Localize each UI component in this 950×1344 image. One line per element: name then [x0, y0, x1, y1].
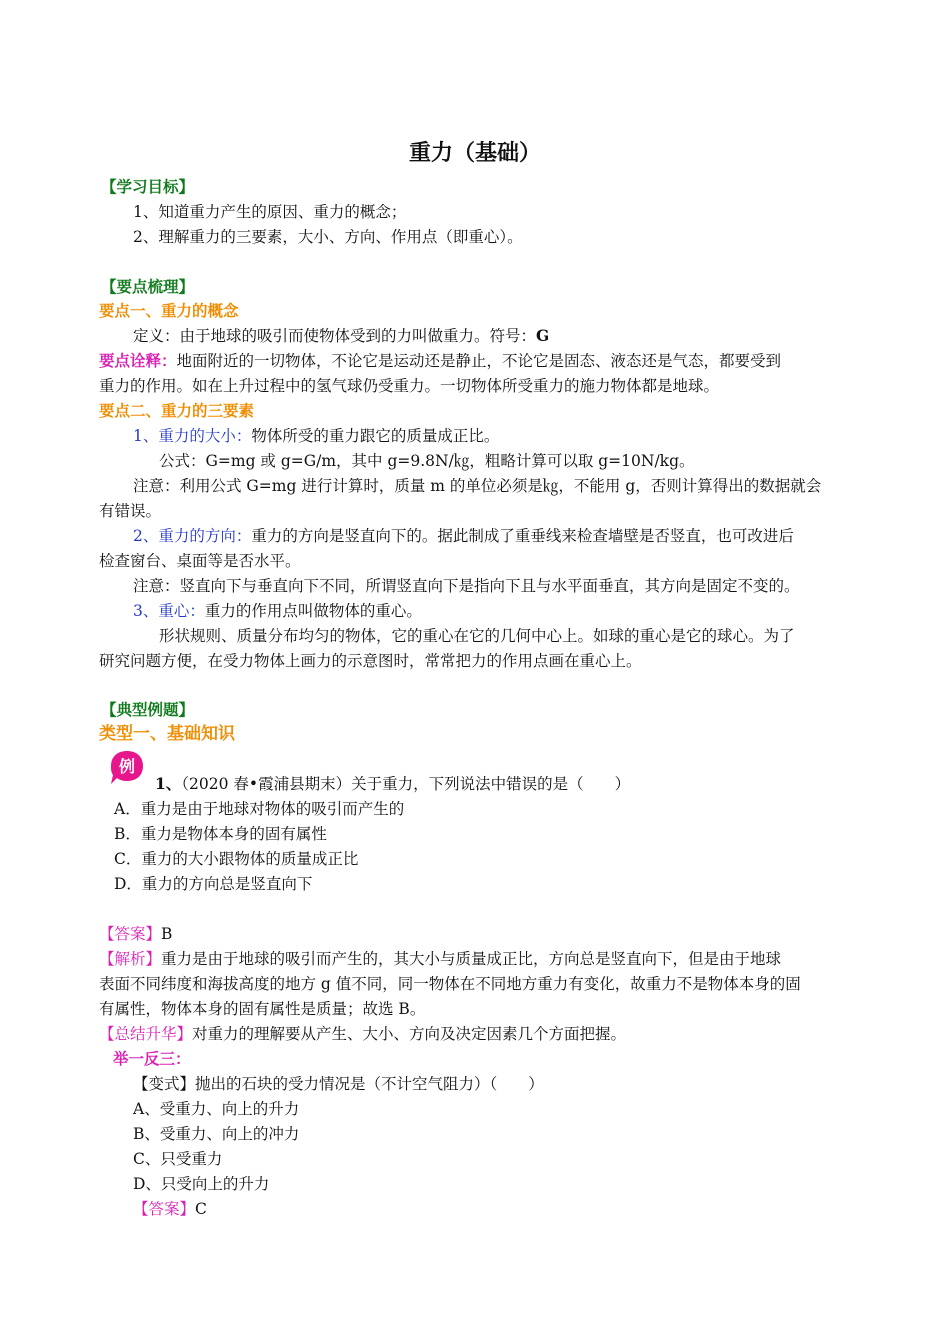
gravity-direction-line2: 检查窗台、桌面等是否水平。 — [99, 552, 301, 570]
note2: 注意：竖直向下与垂直向下不同，所谓竖直向下是指向下且与水平面垂直，其方向是固定不变的。 — [133, 577, 800, 595]
example-badge-icon — [108, 748, 146, 786]
goal-item-1: 1、知道重力产生的原因、重力的概念； — [133, 203, 407, 221]
point1-definition — [133, 324, 549, 348]
gravity-direction — [133, 524, 794, 548]
center-para-line1: 形状规则、质量分布均匀的物体，它的重心在它的几何中心上。如球的重心是它的球心。为了 — [159, 627, 795, 645]
examples-heading: 【典型例题】 — [101, 701, 195, 719]
center-of-gravity-label: 3、重心： — [133, 602, 205, 620]
option-d: D．重力的方向总是竖直向下 — [114, 875, 313, 893]
point1-note-line2: 重力的作用。如在上升过程中的氢气球仍受重力。一切物体所受重力的施力物体都是地球。 — [99, 377, 720, 395]
point1-note-line1: 地面附近的一切物体，不论它是运动还是静止，不论它是固态、液态还是气态，都要受到 — [176, 352, 782, 370]
answer-value: B — [161, 925, 173, 943]
question-number: 1、 — [155, 774, 182, 793]
analysis-line3: 有属性，物体本身的固有属性是质量；故选 B。 — [99, 1000, 426, 1018]
note1-line2: 有错误。 — [99, 502, 162, 520]
option-a: A．重力是由于地球对物体的吸引而产生的 — [114, 800, 405, 818]
gravity-size-text: 物体所受的重力跟它的质量成正比。 — [251, 427, 500, 445]
answer-label: 【答案】 — [99, 925, 162, 943]
answer — [99, 922, 172, 946]
gravity-symbol: G — [536, 326, 550, 345]
type1-heading: 类型一、基础知识 — [99, 724, 235, 744]
gravity-direction-label: 2、重力的方向： — [133, 527, 252, 545]
practice-heading: 举一反三： — [113, 1050, 191, 1068]
point1-heading: 要点一、重力的概念 — [99, 302, 239, 320]
question-1 — [155, 772, 630, 796]
points-heading: 【要点梳理】 — [101, 278, 195, 296]
analysis-label: 【解析】 — [99, 950, 162, 968]
center-of-gravity-text: 重力的作用点叫做物体的重心。 — [204, 602, 422, 620]
gravity-direction-line1: 重力的方向是竖直向下的。据此制成了重垂线来检查墙壁是否竖直，也可改进后 — [251, 527, 794, 545]
point1-note — [99, 349, 781, 373]
variant-option-c: C、只受重力 — [133, 1150, 223, 1168]
center-of-gravity — [133, 599, 422, 623]
analysis-line2: 表面不同纬度和海拔高度的地方 g 值不同，同一物体在不同地方重力有变化，故重力不是物体本身的固 — [99, 975, 801, 993]
note1-line1: 注意：利用公式 G=mg 进行计算时，质量 m 的单位必须是㎏，不能用 g，否则计算得出的数据就会 — [133, 477, 822, 495]
point1-definition-text: 定义：由于地球的吸引而使物体受到的力叫做重力。符号： — [133, 327, 537, 345]
option-b: B．重力是物体本身的固有属性 — [114, 825, 327, 843]
option-c: C．重力的大小跟物体的质量成正比 — [114, 850, 359, 868]
summary — [99, 1022, 626, 1046]
center-para-line2: 研究问题方便，在受力物体上画力的示意图时，常常把力的作用点画在重心上。 — [99, 652, 642, 670]
gravity-size — [133, 424, 499, 448]
summary-label: 【总结升华】 — [99, 1025, 193, 1043]
point2-heading: 要点二、重力的三要素 — [99, 402, 255, 420]
gravity-formula: 公式：G=mg 或 g=G/m，其中 g=9.8N/㎏，粗略计算可以取 g=10N/kg。 — [159, 452, 695, 470]
variant-answer — [133, 1197, 207, 1221]
goal-item-2: 2、理解重力的三要素，大小、方向、作用点（即重心）。 — [133, 228, 523, 246]
analysis — [99, 947, 781, 971]
summary-text: 对重力的理解要从产生、大小、方向及决定因素几个方面把握。 — [192, 1025, 627, 1043]
page-title: 重力（基础） — [408, 141, 541, 166]
gravity-size-label: 1、重力的大小： — [133, 427, 252, 445]
analysis-line1: 重力是由于地球的吸引而产生的，其大小与质量成正比，方向总是竖直向下，但是由于地球 — [161, 950, 782, 968]
variant-option-d: D、只受向上的升力 — [133, 1175, 270, 1193]
variant-answer-value: C — [195, 1200, 207, 1218]
variant-answer-label: 【答案】 — [133, 1200, 196, 1218]
example-badge-text: 例 — [118, 757, 136, 776]
variant-option-b: B、受重力、向上的冲力 — [133, 1125, 300, 1143]
variant-question: 【变式】抛出的石块的受力情况是（不计空气阻力）（ ） — [133, 1075, 544, 1093]
goals-heading: 【学习目标】 — [101, 178, 195, 196]
point1-note-label: 要点诠释： — [99, 352, 177, 370]
variant-option-a: A、受重力、向上的升力 — [133, 1100, 300, 1118]
question-text: （2020 春•霞浦县期末）关于重力，下列说法中错误的是（ ） — [181, 775, 631, 793]
